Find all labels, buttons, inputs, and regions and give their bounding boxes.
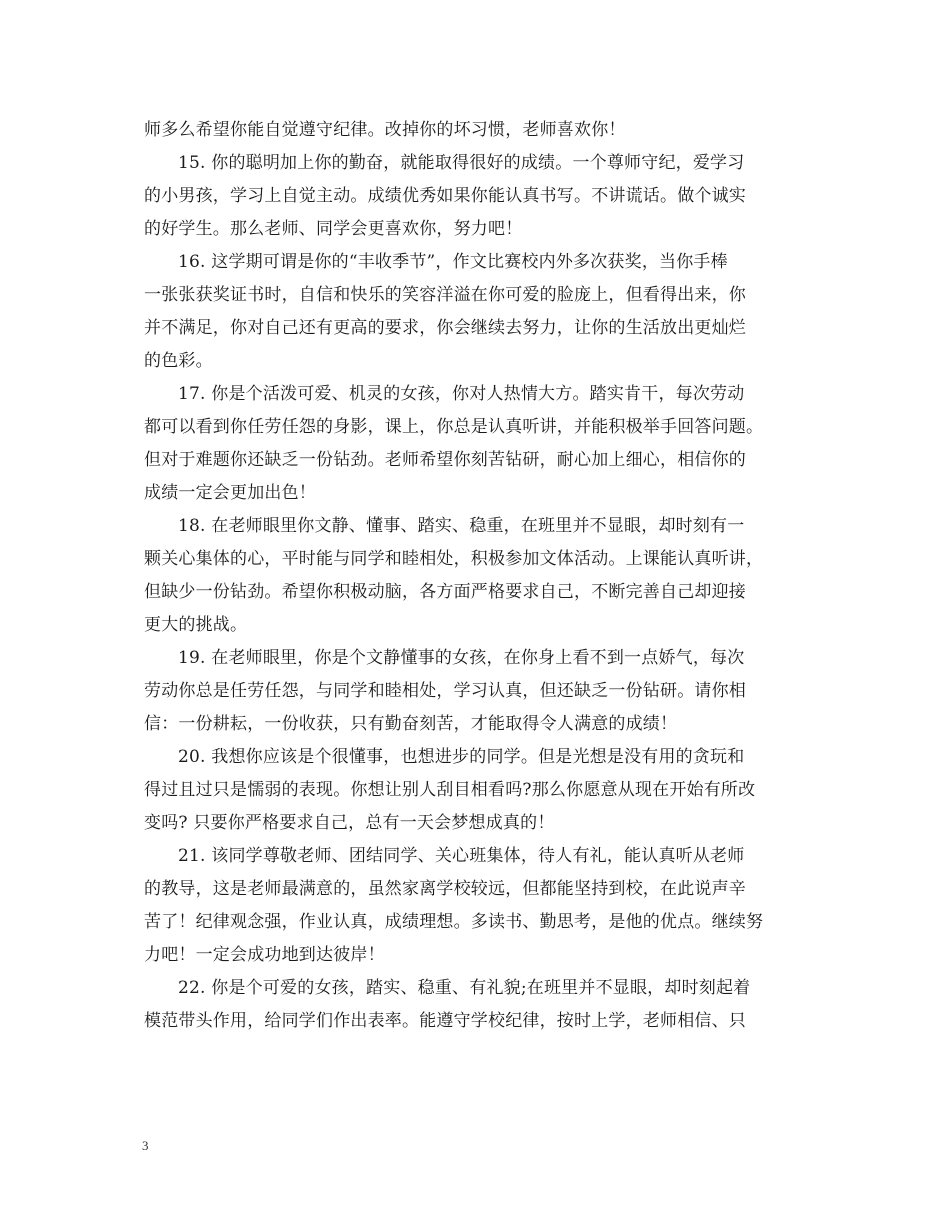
text-line: 得过且过只是懦弱的表现。你想让别人刮目相看吗?那么你愿意从现在开始有所改: [144, 780, 756, 800]
text-line: 都可以看到你任劳任怨的身影，课上，你总是认真听讲，并能积极举手回答问题。: [144, 417, 764, 437]
text-line: 的好学生。那么老师、同学会更喜欢你，努力吧！: [144, 219, 523, 239]
text-line: 但缺少一份钻劲。希望你积极动脑，各方面严格要求自己，不断完善自己却迎接: [144, 582, 746, 602]
text-line: 颗关心集体的心，平时能与同学和睦相处，积极参加文体活动。上课能认真听讲，: [144, 549, 764, 569]
text-line: 但对于难题你还缺乏一份钻劲。老师希望你刻苦钻研，耐心加上细心，相信你的: [144, 450, 746, 470]
text-line: 更大的挑战。: [144, 615, 248, 635]
comment-16-line: 16. 这学期可谓是你的“丰收季节”，作文比赛校内外多次获奖，当你手棒: [178, 252, 728, 272]
text-line: 一张张获奖证书时，自信和快乐的笑容洋溢在你可爱的脸庞上，但看得出来，你: [144, 285, 746, 305]
comment-20-line: 20. 我想你应该是个很懂事，也想进步的同学。但是光想是没有用的贪玩和: [178, 747, 745, 767]
comment-18-line: 18. 在老师眼里你文静、懂事、踏实、稳重，在班里并不显眼，却时刻有一: [178, 516, 745, 536]
text-line: 的教导，这是老师最满意的，虽然家离学校较远，但都能坚持到校，在此说声辛: [144, 879, 746, 899]
text-line: 师多么希望你能自觉遵守纪律。改掉你的坏习惯，老师喜欢你！: [144, 120, 626, 140]
document-body: [144, 114, 820, 1038]
comment-22-line: 22. 你是个可爱的女孩，踏实、稳重、有礼貌;在班里并不显眼，却时刻起着: [178, 978, 751, 998]
text-line: 苦了！纪律观念强，作业认真，成绩理想。多读书、勤思考，是他的优点。继续努: [144, 912, 764, 932]
comment-17-line: 17. 你是个活泼可爱、机灵的女孩，你对人热情大方。踏实肯干，每次劳动: [178, 384, 745, 404]
text-line: 模范带头作用，给同学们作出表率。能遵守学校纪律，按时上学，老师相信、只: [144, 1011, 746, 1031]
text-line: 变吗? 只要你严格要求自己，总有一天会梦想成真的！: [144, 813, 555, 833]
comment-15-line: 15. 你的聪明加上你的勤奋，就能取得很好的成绩。一个尊师守纪，爱学习: [178, 153, 745, 173]
text-line: 劳动你总是任劳任怨，与同学和睦相处，学习认真，但还缺乏一份钻研。请你相: [144, 681, 746, 701]
text-line: 力吧！一定会成功地到达彼岸！: [144, 945, 385, 965]
comment-19-line: 19. 在老师眼里，你是个文静懂事的女孩，在你身上看不到一点娇气，每次: [178, 648, 745, 668]
text-line: 的色彩。: [144, 351, 213, 371]
text-line: 成绩一定会更加出色！: [144, 483, 316, 503]
text-line: 并不满足，你对自己还有更高的要求，你会继续去努力，让你的生活放出更灿烂: [144, 318, 746, 338]
text-line: 的小男孩，学习上自觉主动。成绩优秀如果你能认真书写。不讲谎话。做个诚实: [144, 186, 746, 206]
page-number: 3: [142, 1138, 149, 1153]
text-line: 信：一份耕耘，一份收获，只有勤奋刻苦，才能取得令人满意的成绩！: [144, 714, 678, 734]
comment-21-line: 21. 该同学尊敬老师、团结同学、关心班集体，待人有礼，能认真听从老师: [178, 846, 745, 866]
